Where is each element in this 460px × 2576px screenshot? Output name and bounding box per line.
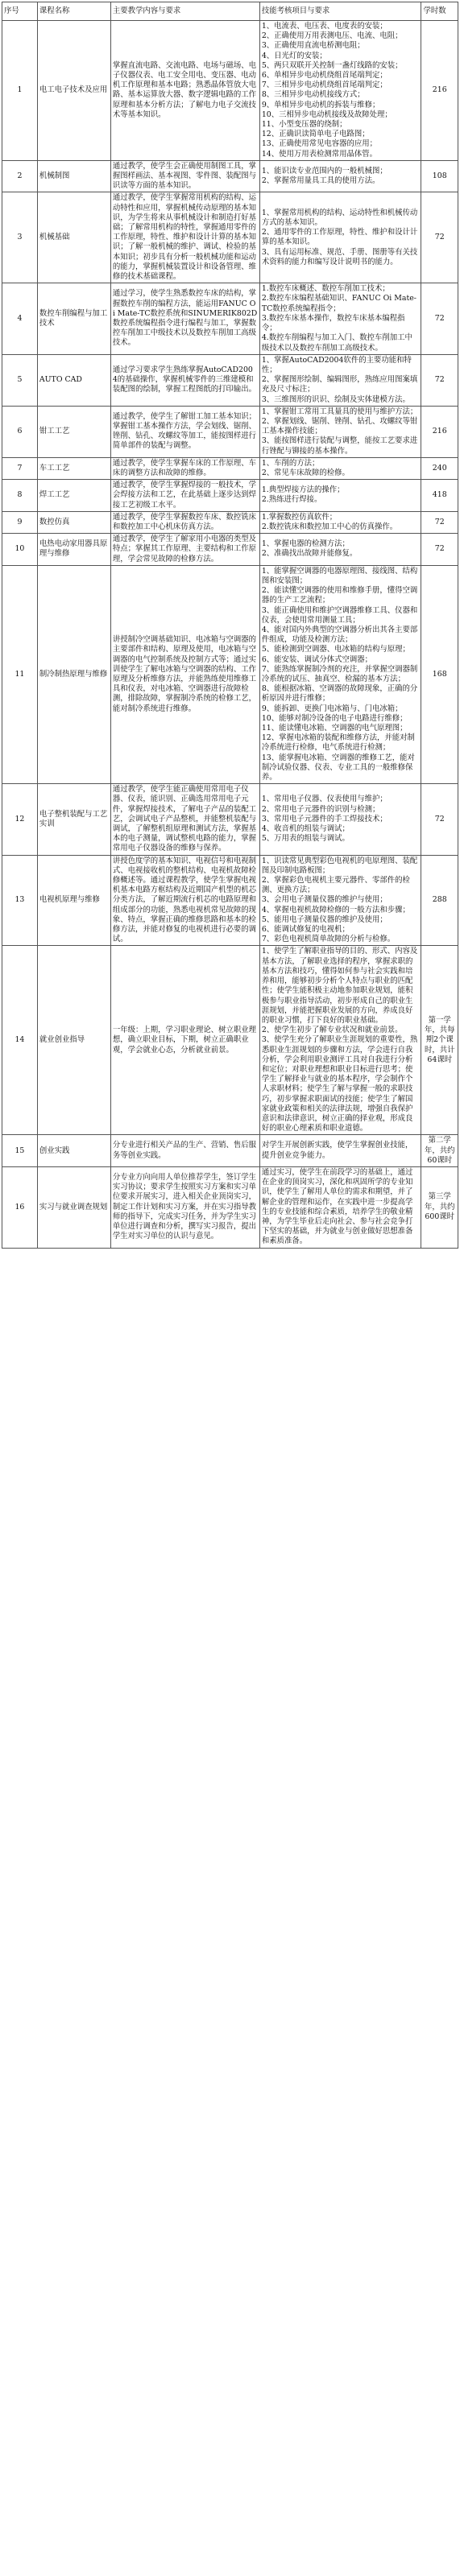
skill-item: 10、能够对制冷设备的电子电路进行维修； (261, 713, 408, 723)
table-body (2, 21, 458, 1249)
skill-item: 3、使学生充分了解职业生涯规划的重要性，熟悉职业生涯规划的步骤和方法，学会进行自我分析，学会利用职业测评工具对自我进行分析和定位；对职业理想和职业目标进行思考；使学生了解择业与就业的基本程序，学会制作个人求职材料；使学生了解与掌握一般的求职技巧，初步掌握求职面试的技能；使学生了解国家就业政策和相关的法律法规，增强自我保护意识和法律意识，树立正确的择业观，形成良好的职业心理素质和职业道德。 (261, 1035, 418, 1133)
header-hours: 学时数 (421, 2, 458, 21)
course-name: 机械基础 (37, 192, 110, 283)
skill-item: 5、万用表的组装与调试。 (261, 834, 350, 844)
teaching-content: 分专业方向向用人单位推荐学生，签订学生实习协议；要求学生按照实习方案和实习单位要求开展实习，进入相关企业顶岗实习，制定工作计划和实习方案，并在实习指导教师的指导下，完成实习任务，并为学生实习单位进行调查和分析，撰写实习报告，提出学生对实习单位的认识与意见。 (110, 1166, 259, 1248)
skill-requirements (259, 534, 421, 566)
curriculum-table (2, 2, 458, 1249)
skill-requirements (259, 511, 421, 533)
course-name: 制冷制热原理与维修 (37, 565, 110, 783)
skill-item: 1、常用电子仪器、仪表使用与维护； (261, 795, 387, 804)
row-number: 14 (2, 946, 38, 1135)
skill-item: 2、常见车床故障的检修。 (261, 468, 350, 477)
skill-item: 1、识读常见典型彩色电视机的电原理图、装配图及印制电路板图； (261, 856, 418, 875)
class-hours: 216 (421, 406, 458, 457)
skill-item: 3.数控车床基本操作，数控车床基本编程指令； (261, 313, 405, 333)
table-row (2, 457, 458, 479)
skill-item: 通过实习，使学生在前段学习的基础上，通过在企业的顶岗实习，深化和巩固所学的专业知识，使学生了解用人单位的需求和期望，并了解企业的管理和运作，在实践中进一步提高学生的专业技能和综合素质，培养学生的敬业精神，为学生毕业后走向社会、参与社会竞争打下坚实的基础，并为就业与创业做好思想准备和素质准备。 (261, 1167, 413, 1246)
teaching-content: 通过教学，使学生掌握数控车床、数控铣床和数控加工中心机床仿真方法。 (110, 511, 259, 533)
skill-item: 2、掌握划线、锯削、锉削、钻孔、攻螺纹等钳工基本操作技能； (261, 416, 418, 436)
teaching-content: 通过教学，使学生掌握常用机构的结构、运动特性和应用，掌握机械传动原理的基本知识，为学生将来从事机械设计和制造打好基础；了解常用机构的特性，掌握通用零件的工作原理，特性、维护和设计计算的基本知识；了解一般机械的维护、调试、检验的基本知识；初步具有分析一般机械功能和运动的能力，掌握机械装置设计和设备管理、维修的技术基础课程。 (110, 192, 259, 283)
skill-item: 5、两只双联开关控制一盏灯线路的安装； (261, 60, 403, 70)
row-number: 13 (2, 855, 38, 946)
skill-item: 2、通用零件的工作原理，特性、维护和设计计算的基本知识。 (261, 228, 418, 247)
skill-item: 2、使学生初步了解专业状况和就业前景。 (261, 1026, 403, 1035)
course-name: 数控车削编程与加工技术 (37, 283, 110, 354)
teaching-content: 通过学习要求学生熟练掌握AutoCAD2004的基础操作，掌握机械零件的三维建模和装配图的绘制，掌握工程图纸的打印输出。 (110, 354, 259, 406)
table-row (2, 354, 458, 406)
skill-item: 1、能识读专业范围内的一般机械图； (261, 166, 387, 175)
skill-item: 2、能读懂空调器的使用和维修手册，懂得空调器的生产工艺流程； (261, 586, 418, 605)
skill-item: 12、正确识读简单电子电路图； (261, 130, 370, 139)
skill-item: 2、掌握图形绘制、编辑图形，熟练应用图案填充及尺寸标注； (261, 375, 418, 394)
table-row (2, 1135, 458, 1167)
row-number: 5 (2, 354, 38, 406)
skill-requirements (259, 1135, 421, 1167)
table-row (2, 784, 458, 855)
skill-item: 9、单相异步电动机的拆装与维修； (261, 100, 380, 109)
skill-requirements (259, 457, 421, 479)
class-hours: 108 (421, 160, 458, 192)
class-hours: 第三学年，共约600课时 (421, 1166, 458, 1248)
header-course: 课程名称 (37, 2, 110, 21)
skill-item: 7、能熟练掌握制冷剂的充注，并掌握空调器制冷系统的试压、抽真空、检漏的基本方法； (261, 664, 418, 683)
skill-item: 8、能根据冰箱、空调器的故障现象，正确的分析原因并进行维修； (261, 684, 418, 704)
teaching-content: 讲授制冷空调基础知识、电冰箱与空调器的主要部件和结构、原理及使用，电冰箱与空调器的电气控制系统及控制方式等；通过实训使学生了解电冰箱与空调器的结构、工作原理及分析维修方法，并能熟练使用维修工具和仪表，对电冰箱、空调器进行故障检测，排除故障，掌握制冷系统的检修工艺，能对制冷系统进行维修。 (110, 565, 259, 783)
skill-item: 14、使用万用表检测常用晶体管。 (261, 149, 377, 159)
skill-item: 3、正确使用直流电桥测电阻； (261, 41, 365, 51)
skill-requirements (259, 1166, 421, 1248)
header-no: 序号 (2, 2, 38, 21)
skill-item: 1、掌握常用机构的结构、运动特性和机械传动方式的基本知识。 (261, 208, 418, 227)
class-hours: 216 (421, 21, 458, 161)
skill-item: 4、能对国内外典型的空调器分析出其各主要部件组成，功能及检测方法； (261, 625, 418, 645)
skill-item: 2.数控铣床和数控加工中心的仿真操作。 (261, 522, 398, 531)
skill-requirements (259, 565, 421, 783)
skill-item: 对学生开展创新实践，使学生掌握创业技能，提升创业竞争能力。 (261, 1141, 413, 1160)
skill-item: 5、能检测到空调器、电冰箱的结构与原理； (261, 645, 410, 654)
skill-item: 1、车削的方法； (261, 458, 320, 468)
skill-item: 2、常用电子元器件的识别与检测； (261, 804, 380, 814)
skill-item: 6、能调试修复的电视机； (261, 925, 350, 935)
header-row (2, 2, 458, 21)
skill-requirements (259, 354, 421, 406)
table-row (2, 534, 458, 566)
course-name: 机械制图 (37, 160, 110, 192)
course-name: AUTO CAD (37, 354, 110, 406)
class-hours: 72 (421, 534, 458, 566)
skill-requirements (259, 406, 421, 457)
skill-item: 7、三相异步电动机绕组首尾端判定； (261, 80, 387, 90)
skill-item: 4、日光灯的安装； (261, 51, 327, 60)
skill-requirements (259, 160, 421, 192)
table-row (2, 406, 458, 457)
teaching-content: 通过教学，使学生会正确使用制图工具，掌握图样画法、基本视图、零件图、装配图与识读等方面的基本知识。 (110, 160, 259, 192)
teaching-content: 通过教学，使学生能正确使用常用电子仪器、仪表，能识别、正确选用常用电子元件，掌握焊接技术，了解电子产品的装配工艺，会调试电子产品整机，并能整机装配与调试，了解整机组原理和测试方法，掌握基本的电子测量，调试整机电路的能力，掌握常用电子仪器设备的维修与保养。 (110, 784, 259, 855)
skill-item: 1、能掌握空调器的电器原理图、接线图、结构图和安装图； (261, 566, 418, 585)
class-hours: 168 (421, 565, 458, 783)
class-hours: 72 (421, 511, 458, 533)
row-number: 7 (2, 457, 38, 479)
teaching-content: 一年级：上期，学习职业理论、树立职业理想，确立职业目标，下期，树立正确职业观，学会就业心态，分析就业前景。 (110, 946, 259, 1135)
table-row (2, 565, 458, 783)
skill-item: 13、正确使用常见电容器的应用； (261, 139, 377, 149)
teaching-content: 讲授色度学的基本知识、电视信号和电视制式、电视接收机的整机结构、电视机故障检修概述等。通过课程教学，使学生掌握电视机基本电路方框结构及近期国产机型的机芯分类方法，了解近期流行机芯的电路原理和组成部分的功能，熟悉电视机常见故障的现象、特点，掌握正确的维修思路和基本的检修方法，并能对修复的电视机进行必要的调试。 (110, 855, 259, 946)
skill-item: 1.数控车床概述、数控车削加工技术； (261, 284, 390, 294)
skill-item: 1、掌握钳工常用工具量具的使用与维护方法； (261, 407, 418, 416)
row-number: 3 (2, 192, 38, 283)
skill-item: 1、电流表、电压表、电度表的安装； (261, 22, 387, 31)
skill-item: 8、三相异步电动机接线方式； (261, 90, 365, 100)
class-hours: 第一学年，共每期2个课时，共计64课时 (421, 946, 458, 1135)
skill-item: 3、三维图形的识识、绘制及实体建模方法。 (261, 394, 410, 404)
table-row (2, 946, 458, 1135)
teaching-content: 通过教学，使学生掌握车床的工作原理、车床的调整方法和故障的维修。 (110, 457, 259, 479)
class-hours: 第二学年，共约60课时 (421, 1135, 458, 1167)
skill-item: 11、能读懂电冰箱、空调器的电气原理图； (261, 724, 408, 733)
teaching-content: 通过教学，使学生掌握焊接的一般技术，学会焊接方法和工艺，在此基础上逐步达到焊接工艺初级工水平。 (110, 480, 259, 512)
skill-item: 6、单相异步电动机绕组首尾端判定； (261, 71, 387, 80)
skill-requirements (259, 192, 421, 283)
teaching-content: 通过学习，使学生熟悉数控车床的结构，掌握数控车削的编程方法，能运用FANUC Oi Mate-TC数控系统和SINUMERIK802D数控系统编程指令进行编程与加工，掌握数控车削加工中级技术以及数控车削加工高级技术。 (110, 283, 259, 354)
teaching-content: 通过教学，使学生了解家用小电器的类型及特点；掌握其工作原理、主要结构和工作原理，学会常见故障的检修方法。 (110, 534, 259, 566)
skill-item: 4、掌握电视机故障检修的一般方法和步骤； (261, 905, 410, 914)
skill-item: 4、收音机的组装与调试； (261, 824, 350, 834)
row-number: 12 (2, 784, 38, 855)
skill-item: 12、掌握电冰箱的装配和维修方法，并能对制冷系统进行检修，电气系统进行检测； (261, 733, 415, 753)
course-name: 焊工工艺 (37, 480, 110, 512)
skill-item: 3、具有运用标准、规范、手册、图册等有关技术资料的能力和编写设计说明书的能力。 (261, 247, 418, 266)
skill-item: 1.掌握数控仿真软件； (261, 512, 338, 522)
skill-item: 10、三相异步电动机接线及故障处理； (261, 109, 392, 119)
skill-item: 9、能拆卸、更换门电冰箱与、门电冰箱； (261, 704, 403, 713)
teaching-content: 通过教学，使学生了解钳工加工基本知识；掌握钳工基本操作方法，学会划线、锯削、锉削、钻孔、攻螺纹等加工，能按图样进行简单部件的装配与调整。 (110, 406, 259, 457)
course-name: 钳工工艺 (37, 406, 110, 457)
row-number: 1 (2, 21, 38, 161)
teaching-content: 掌握直流电路、交流电路、电场与磁场、电子仪器仪表、电工安全用电、变压器、电动机工作原理和基本电路；熟悉晶体管放大电路、基本运算放大器、数字逻辑电路的工作原理和基本分析方法；了解电力电子交流技术等基本知识。 (110, 21, 259, 161)
course-name: 电工电子技术及应用 (37, 21, 110, 161)
skill-requirements (259, 283, 421, 354)
row-number: 10 (2, 534, 38, 566)
row-number: 11 (2, 565, 38, 783)
table-row (2, 855, 458, 946)
skill-item: 1、掌握电器的检测方法； (261, 539, 350, 549)
teaching-content: 分专业进行相关产品的生产、营销、售后服务等创业实践。 (110, 1135, 259, 1167)
skill-item: 1、掌握AutoCAD2004软件的主要功能和特性； (261, 355, 412, 374)
course-name: 电视机原理与维修 (37, 855, 110, 946)
class-hours: 72 (421, 283, 458, 354)
class-hours: 72 (421, 192, 458, 283)
table-row (2, 283, 458, 354)
table-row (2, 21, 458, 161)
course-name: 就业创业指导 (37, 946, 110, 1135)
header-content: 主要教学内容与要求 (110, 2, 259, 21)
course-name: 电子整机装配与工艺实训 (37, 784, 110, 855)
class-hours: 288 (421, 855, 458, 946)
skill-item: 6、能安装、调试分体式空调器； (261, 654, 373, 664)
class-hours: 240 (421, 457, 458, 479)
row-number: 2 (2, 160, 38, 192)
skill-item: 2.数控车床编程基础知识、FANUC Oi Mate-TC数控系统编程指令； (261, 294, 416, 313)
class-hours: 418 (421, 480, 458, 512)
table-row (2, 160, 458, 192)
skill-requirements (259, 946, 421, 1135)
table-row (2, 1166, 458, 1248)
row-number: 9 (2, 511, 38, 533)
skill-item: 13、能掌握电冰箱、空调器的维修工艺，能对制冷试验仪器、仪表、专业工具的一般维修保养。 (261, 753, 415, 782)
course-name: 车工工艺 (37, 457, 110, 479)
class-hours: 72 (421, 784, 458, 855)
row-number: 4 (2, 283, 38, 354)
table-row (2, 480, 458, 512)
skill-item: 2、掌握常用量具工具的使用方法。 (261, 176, 380, 186)
skill-item: 2.熟练进行焊接。 (261, 495, 322, 505)
header-skills: 技能考核项目与要求 (259, 2, 421, 21)
course-name: 电热电动家用器具原理与维修 (37, 534, 110, 566)
skill-item: 3、会用电子测量仪器的维护与使用； (261, 895, 387, 905)
skill-item: 11、小型变压器的绕制； (261, 120, 347, 130)
skill-item: 2、掌握彩色电视机主要元器件、零部件的检测、更换方法； (261, 876, 410, 895)
table-row (2, 192, 458, 283)
skill-item: 2、正确使用万用表测电压、电流、电阻； (261, 31, 403, 41)
class-hours: 72 (421, 354, 458, 406)
skill-requirements (259, 480, 421, 512)
skill-item: 5、能用电子测量仪器的维护及使用； (261, 914, 387, 924)
skill-item: 3、能正确使用和维护空调器维修工具、仪器和仪表，会使用常用测量工具； (261, 605, 418, 625)
row-number: 15 (2, 1135, 38, 1167)
skill-requirements (259, 21, 421, 161)
course-name: 数控仿真 (37, 511, 110, 533)
skill-requirements (259, 855, 421, 946)
skill-item: 1、使学生了解职业指导的目的、形式、内容及基本方法，了解职业选择的程序，掌握求职的基本方法和技巧，懂得如何参与社会实践和培养和用，能够初步分析个人特点与职业的匹配性；使学生能积极主动地参加职业规划，能积极参与职业指导活动，初步形成自己的职业生涯规划，并能把握职业发展的方向，养成良好的职业习惯，打下良好的职业基础。 (261, 947, 418, 1025)
row-number: 16 (2, 1166, 38, 1248)
skill-item: 3、能按图样进行装配与调整，能按工艺要求进行锉配与铆接的基本操作。 (261, 436, 418, 456)
course-name: 创业实践 (37, 1135, 110, 1167)
table-row (2, 511, 458, 533)
skill-requirements (259, 784, 421, 855)
skill-item: 2、准确找出故障并能修复。 (261, 549, 358, 559)
row-number: 6 (2, 406, 38, 457)
skill-item: 1.典型焊接方法的操作； (261, 485, 345, 495)
skill-item: 3、常用电子元器件的手工焊接技术； (261, 814, 387, 824)
course-name: 实习与就业调查规划 (37, 1166, 110, 1248)
row-number: 8 (2, 480, 38, 512)
skill-item: 7、彩色电视机简单故障的分析与检修。 (261, 935, 396, 944)
skill-item: 4.数控车削编程与加工入门、数控车削加工中级技术以及数控车削加工高级技术。 (261, 333, 412, 353)
